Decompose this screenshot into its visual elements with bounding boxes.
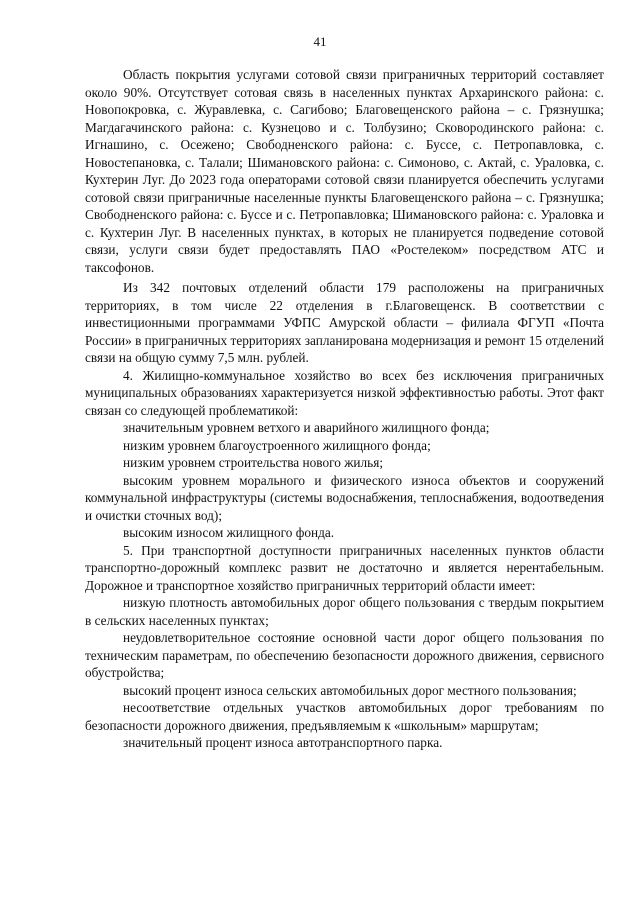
paragraph-mobile-coverage: Область покрытия услугами сотовой связи приграничных территорий составляет около 90%. Отсутствует сотовая связь в населенных пунктах Архаринского района: с. Новопокровка, с. Журавлевка, с. Сагибово; Благовещенского района – с. Грязнушка; Магдагачинского района: с. Кузнецово и с. Толбузино; Сковородинского района: с. Игнашино, с. Осежено; Свободненского района: с. Буссе, с. Петропавловка, с. Новостепановка, с. Талали; Шимановского района: с. Симоново, с. Актай, с. Ураловка, с. Кухтерин Луг. До 2023 года операторами сотовой связи планируется обеспечить услугами сотовой связи приграничные населенные пункты Благовещенского района – с. Грязнушка; Свободненского района: с. Буссе и с. Петропавловка; Шимановского района: с. Ураловка и с. Кухтерин Луг. В населенных пунктах, в которых не планируется подведение сотовой связи, услуги связи будет предоставлять ПАО «Ростелеком» посредством АТС и таксофонов.	[85, 67, 604, 275]
list-item-low-amenities: низким уровнем благоустроенного жилищного фонда;	[123, 437, 431, 453]
list-item-road-density: низкую плотность автомобильных дорог общего пользования с твердым покрытием в сельских населенных пунктах;	[85, 595, 604, 628]
list-item-vehicle-fleet-wear: значительный процент износа автотранспортного парка.	[123, 735, 443, 750]
list-item-infrastructure-wear: высоким уровнем морального и физического износа объектов и сооружений коммунальной инфраструктуры (системы водоснабжения, теплоснабжения, водоотведения и очистки сточных вод);	[85, 472, 604, 523]
page-number: 41	[313, 34, 327, 49]
list-item-rural-road-wear: высокий процент износа сельских автомобильных дорог местного пользования;	[123, 682, 577, 698]
list-item-dilapidated-housing: значительным уровнем ветхого и аварийного жилищного фонда;	[123, 420, 490, 435]
list-item-school-routes: несоответствие отдельных участков автомобильных дорог требованиям по безопасности дорожного движения, предъявляемым к «школьным» маршрутам;	[85, 700, 604, 733]
list-item-road-condition: неудовлетворительное состояние основной части дорог общего пользования по техническим параметрам, по обеспечению безопасности дорожного движения, сервисного обустройства;	[85, 630, 604, 680]
list-item-housing-wear: высоким износом жилищного фонда.	[123, 525, 335, 540]
paragraph-postal-offices: Из 342 почтовых отделений области 179 расположены на приграничных территориях, в том числе 22 отделения в г.Благовещенск. В соответствии с инвестиционными программами УФПС Амурской области – филиала ФГУП «Почта России» в приграничных территориях запланирована модернизация и ремонт 15 отделений связи на общую сумму 7,5 млн. рублей.	[85, 280, 604, 365]
paragraph-housing-utilities: 4. Жилищно-коммунальное хозяйство во всех без исключения приграничных муниципальных образованиях характеризуется низкой эффективностью работы. Этот факт связан со следующей проблематикой:	[85, 367, 604, 418]
paragraph-transport: 5. При транспортной доступности приграничных населенных пунктов области транспортно-дорожный комплекс развит не достаточно и является нерентабельным. Дорожное и транспортное хозяйство приграничных территорий области имеет:	[85, 542, 604, 593]
document-body	[85, 66, 604, 752]
list-item-low-construction: низким уровнем строительства нового жилья;	[123, 455, 384, 470]
